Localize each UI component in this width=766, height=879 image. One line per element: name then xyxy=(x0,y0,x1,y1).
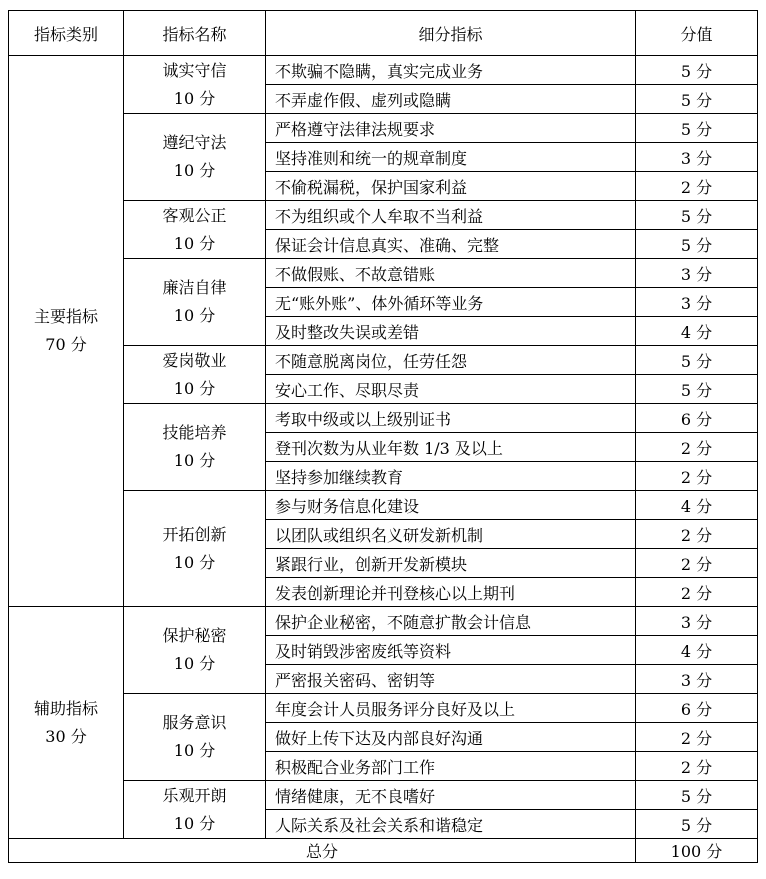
total-value: 100 分 xyxy=(636,839,758,863)
header-detail: 细分指标 xyxy=(266,11,636,56)
indicator-table xyxy=(8,10,758,863)
detail-cell: 不随意脱离岗位，任劳任怨 xyxy=(266,346,636,375)
total-row xyxy=(9,839,758,863)
detail-cell: 不为组织或个人牟取不当利益 xyxy=(266,201,636,230)
total-label: 总分 xyxy=(9,839,636,863)
score-cell: 5 分 xyxy=(636,230,758,259)
indicator-points: 10 分 xyxy=(173,88,216,108)
indicator-name: 服务意识 xyxy=(162,713,227,732)
score-cell: 6 分 xyxy=(636,694,758,723)
score-cell: 2 分 xyxy=(636,723,758,752)
indicator-points: 10 分 xyxy=(173,813,216,833)
score-cell: 3 分 xyxy=(636,607,758,636)
detail-cell: 严密报关密码、密钥等 xyxy=(266,665,636,694)
detail-cell: 及时销毁涉密废纸等资料 xyxy=(266,636,636,665)
detail-cell: 以团队或组织名义研发新机制 xyxy=(266,520,636,549)
indicator-points: 10 分 xyxy=(173,378,216,398)
indicator-name: 开拓创新 xyxy=(162,524,227,544)
score-cell: 5 分 xyxy=(636,85,758,114)
category-cell xyxy=(9,607,124,839)
indicator-name-cell xyxy=(124,781,266,839)
detail-cell: 不偷税漏税，保护国家利益 xyxy=(266,172,636,201)
score-cell: 4 分 xyxy=(636,636,758,665)
score-cell: 5 分 xyxy=(636,114,758,143)
detail-cell: 考取中级或以上级别证书 xyxy=(266,404,636,433)
score-cell: 3 分 xyxy=(636,665,758,694)
category-cell xyxy=(9,56,124,607)
header-row xyxy=(9,11,758,56)
detail-cell: 坚持参加继续教育 xyxy=(266,462,636,491)
indicator-name-cell xyxy=(124,607,266,694)
score-cell: 5 分 xyxy=(636,56,758,85)
indicator-name: 客观公正 xyxy=(162,205,227,225)
score-cell: 4 分 xyxy=(636,491,758,520)
score-cell: 5 分 xyxy=(636,201,758,230)
score-cell: 2 分 xyxy=(636,433,758,462)
indicator-name: 乐观开朗 xyxy=(162,785,227,805)
header-score: 分值 xyxy=(636,11,758,56)
table-row xyxy=(9,607,758,636)
header-name: 指标名称 xyxy=(124,11,266,56)
detail-cell: 积极配合业务部门工作 xyxy=(266,752,636,781)
indicator-name: 爱岗敬业 xyxy=(162,350,227,370)
detail-cell: 不做假账、不故意错账 xyxy=(266,259,636,288)
indicator-points: 10 分 xyxy=(173,306,216,325)
category-label: 辅助指标 xyxy=(33,698,98,718)
indicator-name: 保护秘密 xyxy=(162,626,227,645)
score-cell: 2 分 xyxy=(636,520,758,549)
indicator-name-cell xyxy=(124,56,266,114)
detail-cell: 及时整改失误或差错 xyxy=(266,317,636,346)
score-cell: 5 分 xyxy=(636,375,758,404)
score-cell: 3 分 xyxy=(636,288,758,317)
detail-cell: 保证会计信息真实、准确、完整 xyxy=(266,230,636,259)
detail-cell: 情绪健康，无不良嗜好 xyxy=(266,781,636,810)
detail-cell: 坚持准则和统一的规章制度 xyxy=(266,143,636,172)
table-footer xyxy=(9,839,758,863)
indicator-name-cell xyxy=(124,404,266,491)
detail-cell: 安心工作、尽职尽责 xyxy=(266,375,636,404)
indicator-name: 遵纪守法 xyxy=(162,133,227,152)
category-points: 70 分 xyxy=(45,335,87,354)
indicator-points: 10 分 xyxy=(173,451,216,470)
score-cell: 2 分 xyxy=(636,752,758,781)
detail-cell: 保护企业秘密，不随意扩散会计信息 xyxy=(266,607,636,636)
score-cell: 6 分 xyxy=(636,404,758,433)
category-label: 主要指标 xyxy=(33,307,98,326)
table-header xyxy=(9,11,758,56)
detail-cell: 严格遵守法律法规要求 xyxy=(266,114,636,143)
table-row xyxy=(9,56,758,85)
score-cell: 5 分 xyxy=(636,781,758,810)
score-cell: 2 分 xyxy=(636,462,758,491)
detail-cell: 不弄虚作假、虚列或隐瞒 xyxy=(266,85,636,114)
score-cell: 5 分 xyxy=(636,810,758,839)
indicator-name-cell xyxy=(124,114,266,201)
detail-cell: 人际关系及社会关系和谐稳定 xyxy=(266,810,636,839)
score-cell: 4 分 xyxy=(636,317,758,346)
indicator-name-cell xyxy=(124,346,266,404)
indicator-points: 10 分 xyxy=(173,233,216,253)
score-cell: 2 分 xyxy=(636,549,758,578)
score-cell: 2 分 xyxy=(636,578,758,607)
score-cell: 5 分 xyxy=(636,346,758,375)
indicator-name-cell xyxy=(124,201,266,259)
detail-cell: 登刊次数为从业年数 1/3 及以上 xyxy=(266,433,636,462)
detail-cell: 紧跟行业，创新开发新模块 xyxy=(266,549,636,578)
score-cell: 3 分 xyxy=(636,143,758,172)
indicator-name-cell xyxy=(124,694,266,781)
detail-cell: 发表创新理论并刊登核心以上期刊 xyxy=(266,578,636,607)
category-points: 30 分 xyxy=(45,726,87,746)
indicator-name: 诚实守信 xyxy=(162,60,227,80)
indicator-name-cell xyxy=(124,259,266,346)
indicator-name: 技能培养 xyxy=(162,423,227,442)
detail-cell: 无“账外账”、体外循环等业务 xyxy=(266,288,636,317)
indicator-points: 10 分 xyxy=(173,552,216,572)
score-cell: 3 分 xyxy=(636,259,758,288)
header-category: 指标类别 xyxy=(9,11,124,56)
indicator-name-cell xyxy=(124,491,266,607)
detail-cell: 不欺骗不隐瞒，真实完成业务 xyxy=(266,56,636,85)
detail-cell: 参与财务信息化建设 xyxy=(266,491,636,520)
indicator-points: 10 分 xyxy=(173,161,216,180)
indicator-name: 廉洁自律 xyxy=(162,278,227,297)
table-body xyxy=(9,56,758,839)
detail-cell: 做好上传下达及内部良好沟通 xyxy=(266,723,636,752)
score-cell: 2 分 xyxy=(636,172,758,201)
detail-cell: 年度会计人员服务评分良好及以上 xyxy=(266,694,636,723)
indicator-points: 10 分 xyxy=(173,741,216,760)
indicator-points: 10 分 xyxy=(173,654,216,673)
